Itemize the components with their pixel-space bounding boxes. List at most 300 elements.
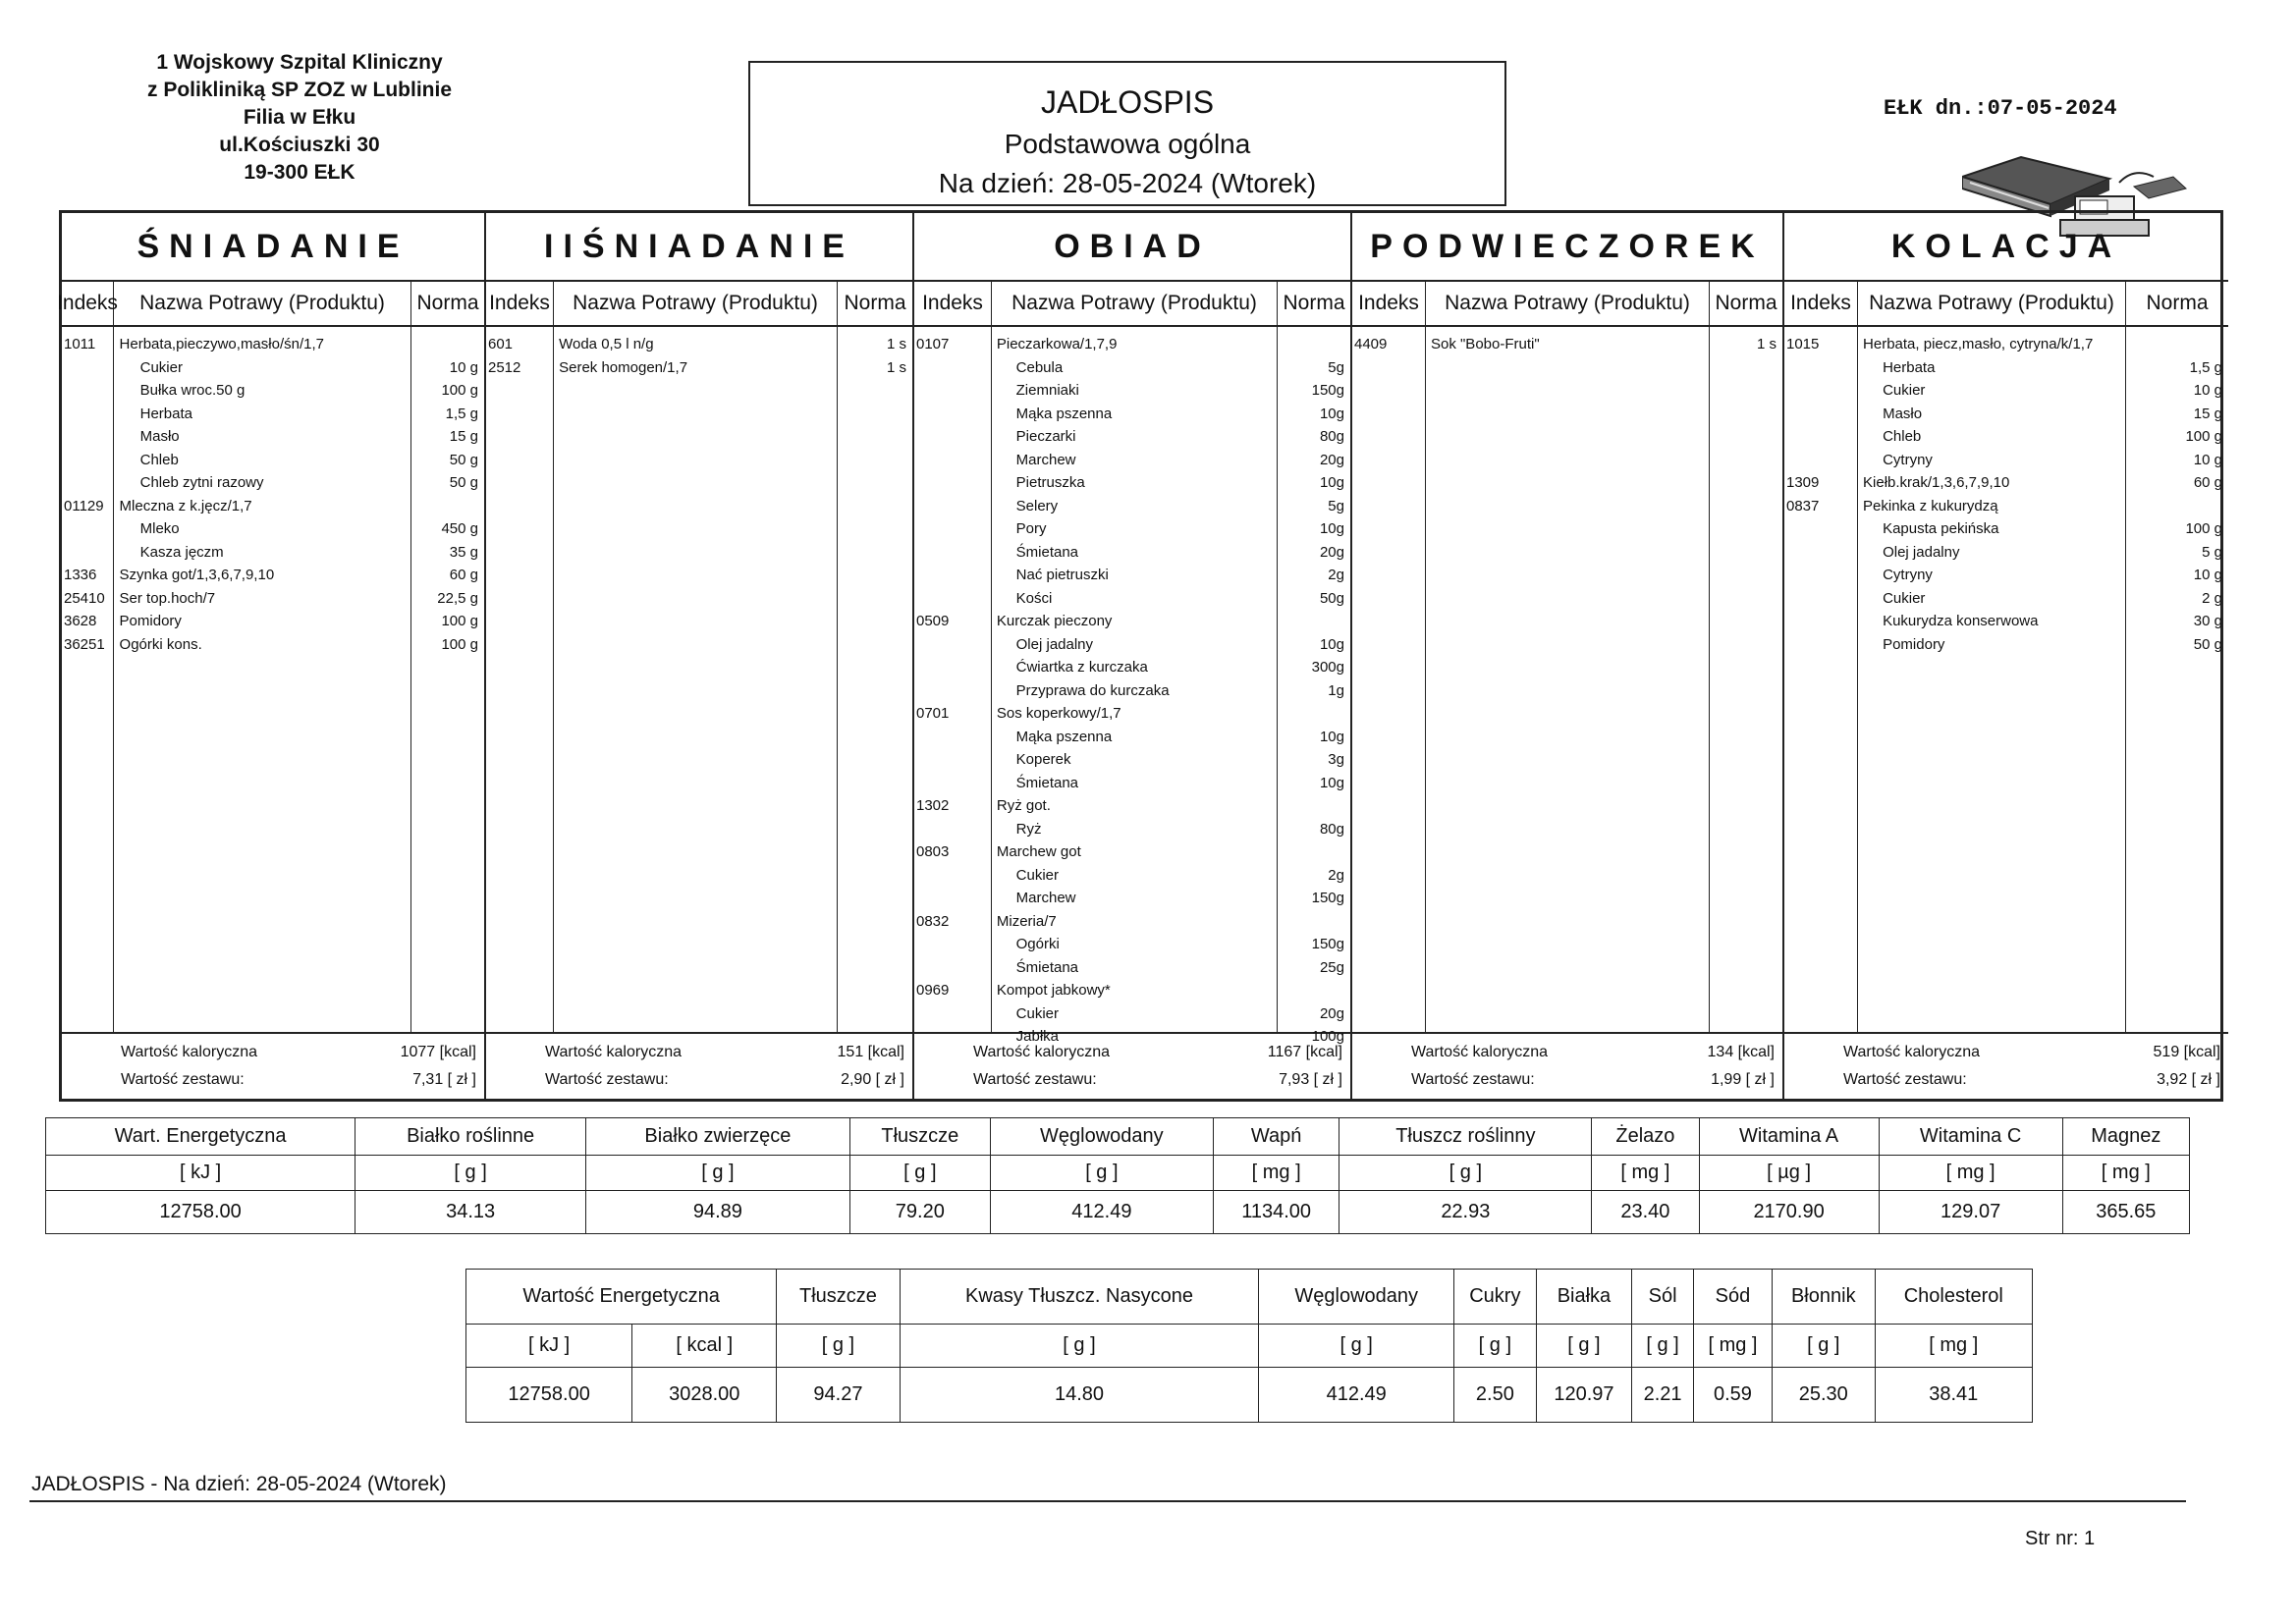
unit-cell: [ g ] [355,1156,586,1191]
item-name: Masło [139,428,180,445]
item-index [1784,517,1853,541]
item-name: Mizeria/7 [996,912,1057,930]
item-name: Kasza jęczm [139,543,224,561]
item-index [1784,633,1853,657]
unit-cell: [ µg ] [1699,1156,1879,1191]
column-name: Nazwa Potrawy (Produktu) [554,282,838,325]
menu-row [914,956,1350,980]
header-cell: Tłuszcz roślinny [1339,1118,1592,1156]
item-index [914,1002,987,1026]
item-name: Śmietana [1015,774,1079,791]
meal-section [486,213,914,1099]
item-norm: 20g [1319,1004,1344,1022]
item-index [1784,379,1853,403]
item-name: Cytryny [1883,451,1933,468]
menu-row [486,356,912,380]
meal-items [1352,327,1782,1034]
header-cell: Błonnik [1773,1270,1876,1325]
item-norm: 5g [1328,497,1344,514]
item-index [62,517,111,541]
menu-row [1352,333,1782,356]
item-name: Marchew [1015,451,1076,468]
menu-row [1784,403,2228,426]
unit-cell: [ kJ ] [466,1325,632,1368]
item-name: Ogórki [1015,936,1060,952]
value-cell: 34.13 [355,1191,586,1234]
item-index [914,356,987,380]
menu-row [62,425,484,449]
menu-row [914,679,1350,703]
column-index: Indeks [1352,282,1426,325]
item-index [1784,356,1853,380]
item-name: Cytryny [1883,567,1933,583]
value-cell: 2170.90 [1699,1191,1879,1234]
cost-label: Wartość zestawu: [973,1071,1097,1088]
item-name: Ser top.hoch/7 [119,589,216,607]
header-cell: Sól [1632,1270,1694,1325]
item-name: Cukier [1883,589,1926,607]
column-name: Nazwa Potrawy (Produktu) [1426,282,1710,325]
item-index [1784,403,1853,426]
unit-cell: [ g ] [849,1156,990,1191]
item-index [914,748,987,772]
menu-row [914,794,1350,818]
menu-row [1784,541,2228,565]
item-name: Pory [1015,520,1047,537]
cost-value: 7,93 [ zł ] [1279,1071,1342,1088]
item-name: Cebula [1015,358,1064,376]
kcal-value: 134 [kcal] [1707,1044,1775,1060]
item-norm [1274,702,1350,726]
item-index [1784,564,1853,587]
meal-section [1784,213,2228,1099]
menu-row [62,633,484,657]
item-name: Selery [1015,497,1059,514]
column-index: Indeks [1784,282,1858,325]
item-norm: 10 g [2193,567,2222,583]
item-index [62,403,111,426]
item-name: Pekinka z kukurydzą [1863,497,1998,514]
meal-title: PODWIECZOREK [1352,213,1782,282]
column-index: Indeks [486,282,554,325]
item-name: Bułka wroc.50 g [139,382,246,399]
header-cell: Białka [1536,1270,1632,1325]
meal-summary [1352,1034,1782,1099]
item-name: Kości [1015,589,1053,607]
menu-row [1784,633,2228,657]
unit-cell: [ mg ] [2062,1156,2189,1191]
column-name: Nazwa Potrawy (Produktu) [992,282,1278,325]
print-date: EŁK dn.:07-05-2024 [1884,96,2117,121]
item-name: Herbata, piecz,masło, cytryna/k/1,7 [1863,336,2094,352]
item-index [62,425,111,449]
item-name: Pomidory [1883,635,1945,653]
item-index [62,379,111,403]
menu-row [914,864,1350,888]
item-norm: 150g [1311,382,1344,399]
value-cell: 94.89 [586,1191,850,1234]
menu-row [62,356,484,380]
item-index: 0837 [1786,497,1820,514]
value-cell: 14.80 [900,1368,1259,1423]
menu-row [62,333,484,356]
item-norm: 1g [1328,681,1344,699]
item-name: Marchew [1015,890,1076,906]
item-index: 1309 [1786,474,1820,491]
item-name: Przyprawa do kurczaka [1015,681,1170,699]
item-name: Kapusta pekińska [1883,520,1999,537]
item-norm: 10 g [2193,382,2222,399]
unit-cell: [ g ] [1339,1156,1592,1191]
item-norm: 10g [1319,405,1344,422]
unit-cell: [ mg ] [1879,1156,2062,1191]
item-index: 0969 [916,982,950,999]
item-index: 601 [488,336,514,352]
menu-row [914,656,1350,679]
item-index [914,587,987,611]
item-norm: 300g [1311,659,1344,676]
column-name: Nazwa Potrawy (Produktu) [1858,282,2126,325]
kcal-value: 151 [kcal] [837,1044,904,1060]
value-cell: 129.07 [1879,1191,2062,1234]
hospital-subname: z Polikliniką SP ZOZ w Lublinie [147,79,452,101]
unit-cell: [ mg ] [1693,1325,1772,1368]
cost-label: Wartość zestawu: [121,1071,245,1088]
unit-cell: [ g ] [777,1325,900,1368]
menu-row [914,425,1350,449]
kcal-value: 1077 [kcal] [400,1044,476,1060]
item-norm: 100g [1311,1028,1344,1045]
item-index [914,864,987,888]
kcal-label: Wartość kaloryczna [973,1044,1110,1060]
item-index: 4409 [1354,336,1388,352]
meal-title: OBIAD [914,213,1350,282]
menu-row [914,403,1350,426]
value-cell: 23.40 [1592,1191,1699,1234]
item-index [914,656,987,679]
cost-value: 2,90 [ zł ] [841,1071,904,1088]
item-name: Herbata [139,405,192,422]
meal-title: IIŚNIADANIE [486,213,912,282]
item-index [914,541,987,565]
menu-row [914,933,1350,956]
item-norm [1274,910,1350,934]
value-cell: 38.41 [1875,1368,2032,1423]
value-cell: 12758.00 [466,1368,632,1423]
item-name: Koperek [1015,751,1071,768]
menu-row [1784,495,2228,518]
meal-summary [62,1034,484,1099]
menu-row [62,564,484,587]
header-cell: Magnez [2062,1118,2189,1156]
column-norm: Norma [2146,292,2209,314]
item-index: 1302 [916,797,950,814]
meal-summary [1784,1034,2228,1099]
item-norm: 50 g [449,451,478,468]
header-cell: Cholesterol [1875,1270,2032,1325]
item-norm: 10g [1319,635,1344,653]
menu-row [914,541,1350,565]
column-header-row [57,282,484,327]
menu-row [1784,564,2228,587]
meal-summary [914,1034,1350,1099]
footer-divider [29,1500,2186,1502]
value-cell: 1134.00 [1213,1191,1339,1234]
item-name: Cukier [1015,1004,1059,1022]
menu-row [1784,333,2228,356]
item-norm [408,495,484,518]
menu-row [914,633,1350,657]
item-norm: 1,5 g [2189,358,2222,376]
item-name: Pomidory [119,613,182,629]
item-name: Pieczarkowa/1,7,9 [996,336,1118,352]
meal-title: ŚNIADANIE [62,213,484,282]
item-index [62,541,111,565]
item-norm: 2 g [2202,589,2222,607]
unit-cell: [ g ] [1773,1325,1876,1368]
item-norm [1274,610,1350,633]
item-index: 2512 [488,358,521,376]
menu-row [914,887,1350,910]
item-name: Śmietana [1015,958,1079,976]
item-name: Śmietana [1015,543,1079,561]
column-norm: Norma [416,292,479,314]
item-index: 1011 [64,336,96,352]
item-name: Szynka got/1,3,6,7,9,10 [119,567,275,583]
menu-row [914,1002,1350,1026]
item-name: Ogórki kons. [119,635,202,653]
item-norm: 5 g [2202,543,2222,561]
item-name: Kompot jabkowy* [996,982,1111,999]
item-index [914,425,987,449]
value-cell: 2.21 [1632,1368,1694,1423]
item-name: Sok "Bobo-Fruti" [1430,336,1540,352]
menu-row [914,772,1350,795]
item-norm: 15 g [2193,405,2222,422]
menu-row [1784,471,2228,495]
item-index: 0701 [916,705,950,722]
header-cell: Witamina A [1699,1118,1879,1156]
item-norm [2123,333,2228,356]
item-name: Nać pietruszki [1015,567,1109,583]
unit-cell: [ g ] [1536,1325,1632,1368]
nutrition-table-2 [465,1269,2033,1423]
item-norm: 1 s [886,336,906,352]
hospital-address [108,49,491,187]
unit-cell: [ kcal ] [632,1325,777,1368]
item-index [62,449,111,472]
column-norm: Norma [1715,292,1777,314]
item-norm [1274,840,1350,864]
item-name: Ryż [1015,820,1042,838]
menu-row [914,379,1350,403]
menu-row [914,449,1350,472]
value-cell: 120.97 [1536,1368,1632,1423]
menu-row [486,333,912,356]
item-index [1784,541,1853,565]
item-norm: 10g [1319,520,1344,537]
value-cell: 2.50 [1454,1368,1537,1423]
menu-row [1784,425,2228,449]
item-name: Cukier [139,358,183,376]
nutrition-table-1 [45,1117,2190,1234]
item-norm: 100 g [441,382,478,399]
menu-row [1784,517,2228,541]
item-name: Chleb [139,451,179,468]
diet-name: Podstawowa ogólna [1004,129,1251,159]
menu-row [62,587,484,611]
menu-row [62,495,484,518]
item-name: Chleb zytni razowy [139,474,264,491]
column-index: Indeks [62,282,114,325]
column-header-row [1352,282,1782,327]
kcal-label: Wartość kaloryczna [1411,1044,1548,1060]
item-norm: 5g [1328,358,1344,376]
column-index: Indeks [914,282,992,325]
cost-label: Wartość zestawu: [1411,1071,1535,1088]
item-name: Ryż got. [996,797,1051,814]
item-index [914,679,987,703]
menu-row [914,910,1350,934]
menu-row [62,517,484,541]
header-cell: Tłuszcze [777,1270,900,1325]
item-name: Olej jadalny [1883,543,1960,561]
item-norm [1274,979,1350,1002]
column-header-row [914,282,1350,327]
value-cell: 22.93 [1339,1191,1592,1234]
item-index [914,403,987,426]
cost-value: 7,31 [ zł ] [412,1071,476,1088]
unit-cell: [ g ] [1632,1325,1694,1368]
header-cell: Węglowodany [990,1118,1213,1156]
item-norm: 20g [1319,543,1344,561]
item-index [62,471,111,495]
item-index [914,471,987,495]
menu-row [914,471,1350,495]
menu-row [914,979,1350,1002]
value-cell: 25.30 [1773,1368,1876,1423]
item-norm: 150g [1311,890,1344,906]
meal-section [57,213,486,1099]
item-norm: 1 s [1757,336,1777,352]
header-cell: Tłuszcze [849,1118,990,1156]
item-index [914,933,987,956]
item-name: Herbata,pieczywo,masło/śn/1,7 [119,336,324,352]
item-norm: 22,5 g [437,589,478,607]
unit-cell: [ g ] [900,1325,1259,1368]
menu-date: Na dzień: 28-05-2024 (Wtorek) [938,168,1317,198]
item-name: Mąka pszenna [1015,728,1113,745]
item-index [1784,425,1853,449]
item-norm: 25g [1319,958,1344,976]
item-name: Cukier [1883,382,1926,399]
item-index [914,633,987,657]
menu-row [914,702,1350,726]
menu-row [914,517,1350,541]
item-index: 25410 [64,589,105,607]
item-index [914,564,987,587]
item-norm: 80g [1319,428,1344,445]
menu-row [914,748,1350,772]
item-name: Herbata [1883,358,1936,376]
header-cell: Węglowodany [1259,1270,1454,1325]
value-cell: 412.49 [1259,1368,1454,1423]
footer-text: JADŁOSPIS - Na dzień: 28-05-2024 (Wtorek) [31,1473,447,1495]
item-index [914,449,987,472]
value-cell: 79.20 [849,1191,990,1234]
item-norm: 15 g [449,428,478,445]
meal-summary [486,1034,912,1099]
item-norm: 10g [1319,774,1344,791]
menu-row [62,541,484,565]
unit-cell: [ mg ] [1213,1156,1339,1191]
menu-table [59,210,2223,1102]
menu-row [1784,449,2228,472]
item-norm: 50 g [449,474,478,491]
item-norm: 10g [1319,474,1344,491]
kcal-label: Wartość kaloryczna [121,1044,257,1060]
meal-items [1784,327,2228,1034]
value-cell: 3028.00 [632,1368,777,1423]
menu-row [914,564,1350,587]
item-norm: 1,5 g [445,405,478,422]
menu-row [1784,379,2228,403]
item-name: Ziemniaki [1015,382,1079,399]
item-index [914,379,987,403]
cost-label: Wartość zestawu: [545,1071,669,1088]
item-index: 1015 [1786,336,1820,352]
item-norm: 50 g [2193,635,2222,653]
menu-row [62,610,484,633]
item-name: Pietruszka [1015,474,1085,491]
item-index: 0803 [916,843,950,860]
item-name: Mleczna z k.jęcz/1,7 [119,497,252,514]
item-norm: 2g [1328,567,1344,583]
menu-row [62,471,484,495]
item-index: 01129 [64,497,104,514]
hospital-street: ul.Kościuszki 30 [219,134,380,156]
item-norm: 10 g [449,358,478,376]
item-index: 36251 [64,635,105,653]
item-index [914,772,987,795]
menu-row [914,840,1350,864]
menu-row [914,495,1350,518]
item-name: Olej jadalny [1015,635,1094,653]
hospital-city: 19-300 EŁK [244,161,355,184]
unit-cell: [ g ] [1454,1325,1537,1368]
unit-cell: [ kJ ] [46,1156,355,1191]
item-norm: 3g [1328,751,1344,768]
item-index [1784,449,1853,472]
menu-row [1784,610,2228,633]
header-cell: Kwasy Tłuszcz. Nasycone [900,1270,1259,1325]
value-cell: 0.59 [1693,1368,1772,1423]
header-cell: Białko roślinne [355,1118,586,1156]
item-index [914,726,987,749]
item-index: 0832 [916,912,950,930]
item-norm [1274,333,1350,356]
cost-label: Wartość zestawu: [1843,1071,1967,1088]
item-norm: 100 g [2185,520,2222,537]
item-norm: 20g [1319,451,1344,468]
unit-cell: [ mg ] [1592,1156,1699,1191]
item-norm: 30 g [2193,613,2222,629]
item-norm [408,333,484,356]
item-index: 1336 [64,567,97,583]
item-name: Pieczarki [1015,428,1076,445]
item-name: Marchew got [996,843,1081,860]
value-cell: 12758.00 [46,1191,355,1234]
